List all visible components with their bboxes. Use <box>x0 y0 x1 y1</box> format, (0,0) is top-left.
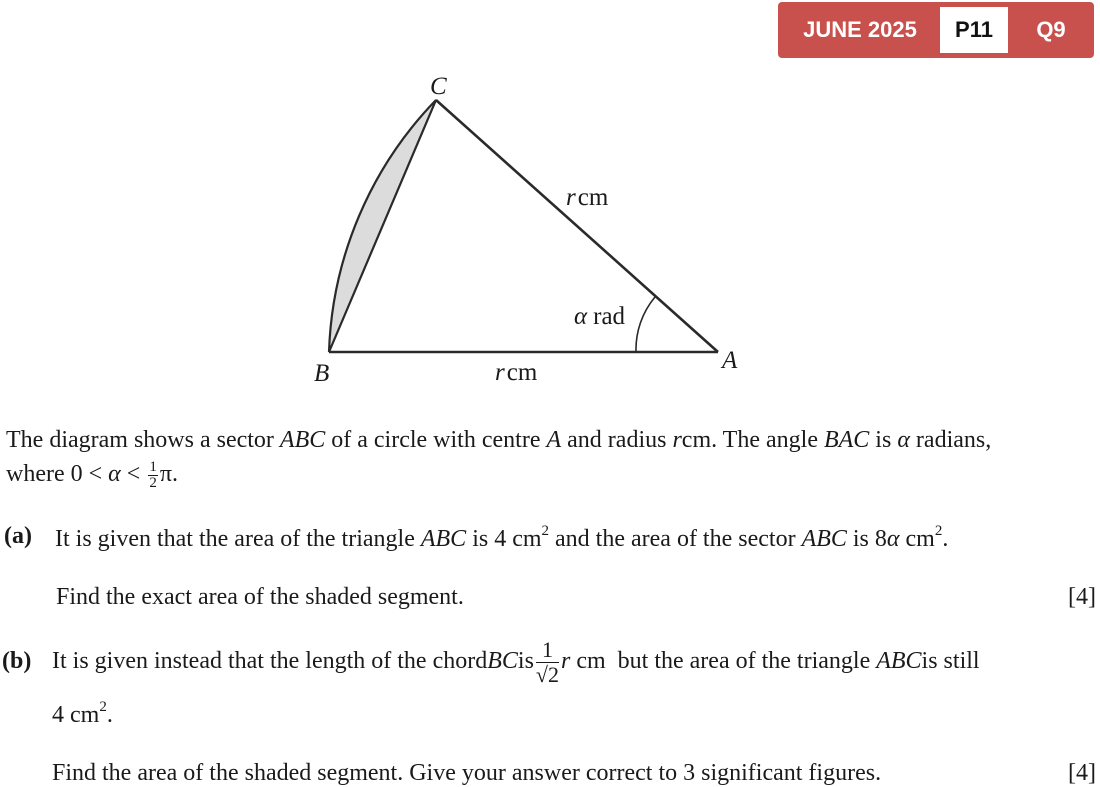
angle-arc <box>636 297 655 352</box>
one-over-root-two: $\frac{1}{√2}$ <box>535 637 559 687</box>
vertex-b-label: B <box>314 360 330 387</box>
half-fraction: $\frac{1}{2}$ <box>149 459 157 491</box>
exam-date: JUNE 2025 <box>803 17 917 42</box>
part-a-instruction: Find the exact area of the shaded segment. <box>56 584 464 610</box>
paper-code: P11 <box>940 7 1008 53</box>
part-a-statement: It is given that the area of the triangle ABC is 4 $cm^2$ and the area of the sector ABC is 8α $cm^2$. <box>55 523 949 552</box>
part-b-statement: It is given instead that the length of the chord BC is $\frac{1}{√2}$ r cm but the area of the triangle ABC is still <box>52 637 980 687</box>
vertex-c-label: C <box>430 73 447 100</box>
vertex-a-label: A <box>722 347 738 374</box>
question-number: Q9 <box>1036 17 1066 42</box>
side-ba-length: rcm <box>495 359 538 386</box>
part-b-instruction: Find the area of the shaded segment. Give your answer correct to 3 significant figures. <box>52 760 882 786</box>
shaded-segment <box>329 100 436 352</box>
part-b-label: (b) <box>2 648 32 674</box>
part-b-marks: [4] <box>1068 760 1096 786</box>
part-a-marks: [4] <box>1068 584 1096 610</box>
side-ca-length: rcm <box>566 184 609 211</box>
part-b-statement-line-2: 4 $cm^2$. <box>52 699 113 728</box>
angle-label: α rad <box>574 303 626 330</box>
part-a-label: (a) <box>4 523 32 549</box>
intro-line-2: where 0 < α < $\frac{1}{2}$ π. <box>6 459 178 491</box>
intro-line-1: The diagram shows a sector ABC of a circle with centre A and radius rcm. The angle BAC is α radians, <box>6 427 992 453</box>
